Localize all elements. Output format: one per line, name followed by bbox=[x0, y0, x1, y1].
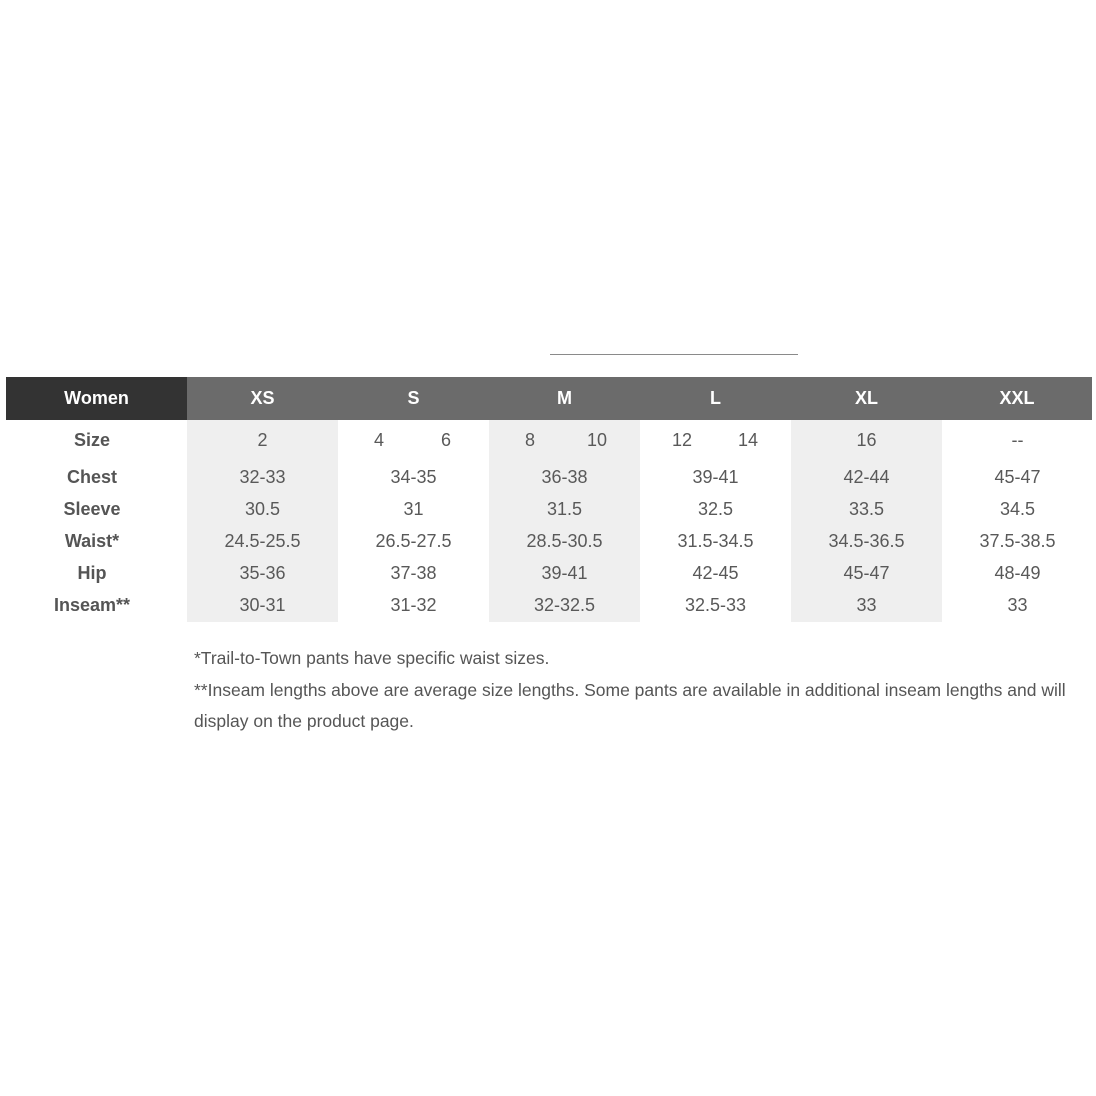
row-label-inseam: Inseam** bbox=[53, 595, 131, 615]
waist-l: 31.5-34.5 bbox=[677, 531, 754, 551]
size-value-xs: 2 bbox=[257, 430, 268, 450]
inseam-m: 32-32.5 bbox=[533, 595, 596, 615]
chest-s: 34-35 bbox=[390, 467, 437, 487]
sleeve-xxl: 34.5 bbox=[999, 499, 1036, 519]
chest-l: 39-41 bbox=[692, 467, 739, 487]
column-shade-m bbox=[489, 420, 640, 622]
header-size-m: M bbox=[557, 388, 572, 408]
header-women: Women bbox=[64, 388, 129, 408]
hip-xxl: 48-49 bbox=[994, 563, 1041, 583]
hip-m: 39-41 bbox=[541, 563, 588, 583]
header-size-xs: XS bbox=[250, 388, 275, 408]
row-label-sleeve: Sleeve bbox=[63, 499, 121, 519]
waist-s: 26.5-27.5 bbox=[375, 531, 452, 551]
row-label-chest: Chest bbox=[66, 467, 117, 487]
size-value-m-2: 10 bbox=[587, 430, 608, 450]
size-value-l-1: 12 bbox=[672, 430, 693, 450]
size-value-s-1: 4 bbox=[374, 430, 385, 450]
sleeve-m: 31.5 bbox=[546, 499, 583, 519]
inseam-xs: 30-31 bbox=[239, 595, 286, 615]
inseam-s: 31-32 bbox=[390, 595, 437, 615]
size-value-xl: 16 bbox=[856, 430, 877, 450]
chest-xxl: 45-47 bbox=[994, 467, 1041, 487]
size-value-s-2: 6 bbox=[441, 430, 452, 450]
size-value-xxl: -- bbox=[1011, 430, 1024, 450]
hip-s: 37-38 bbox=[390, 563, 437, 583]
hip-xl: 45-47 bbox=[843, 563, 890, 583]
row-label-size: Size bbox=[73, 430, 111, 450]
sleeve-s: 31 bbox=[403, 499, 424, 519]
header-size-xxl: XXL bbox=[999, 388, 1035, 408]
inseam-xl: 33 bbox=[856, 595, 877, 615]
sleeve-xl: 33.5 bbox=[848, 499, 885, 519]
waist-xxl: 37.5-38.5 bbox=[979, 531, 1056, 551]
inseam-xxl: 33 bbox=[1007, 595, 1028, 615]
sleeve-xs: 30.5 bbox=[244, 499, 281, 519]
sleeve-l: 32.5 bbox=[697, 499, 734, 519]
hip-xs: 35-36 bbox=[239, 563, 286, 583]
chest-m: 36-38 bbox=[541, 467, 588, 487]
footnote-waist: *Trail-to-Town pants have specific waist sizes. bbox=[194, 648, 550, 668]
header-size-l: L bbox=[710, 388, 721, 408]
footnote-inseam: **Inseam lengths above are average size lengths. Some pants are available in additional inseam lengths and will display on the product page. bbox=[194, 680, 1066, 731]
hip-l: 42-45 bbox=[692, 563, 739, 583]
waist-xs: 24.5-25.5 bbox=[224, 531, 301, 551]
top-divider bbox=[550, 354, 798, 355]
waist-xl: 34.5-36.5 bbox=[828, 531, 905, 551]
chest-xl: 42-44 bbox=[843, 467, 890, 487]
row-label-waist: Waist* bbox=[64, 531, 120, 551]
waist-m: 28.5-30.5 bbox=[526, 531, 603, 551]
header-size-s: S bbox=[407, 388, 420, 408]
size-value-m-1: 8 bbox=[525, 430, 536, 450]
row-label-hip: Hip bbox=[77, 563, 107, 583]
inseam-l: 32.5-33 bbox=[684, 595, 747, 615]
header-size-xl: XL bbox=[854, 388, 878, 408]
chest-xs: 32-33 bbox=[239, 467, 286, 487]
size-value-l-2: 14 bbox=[738, 430, 759, 450]
